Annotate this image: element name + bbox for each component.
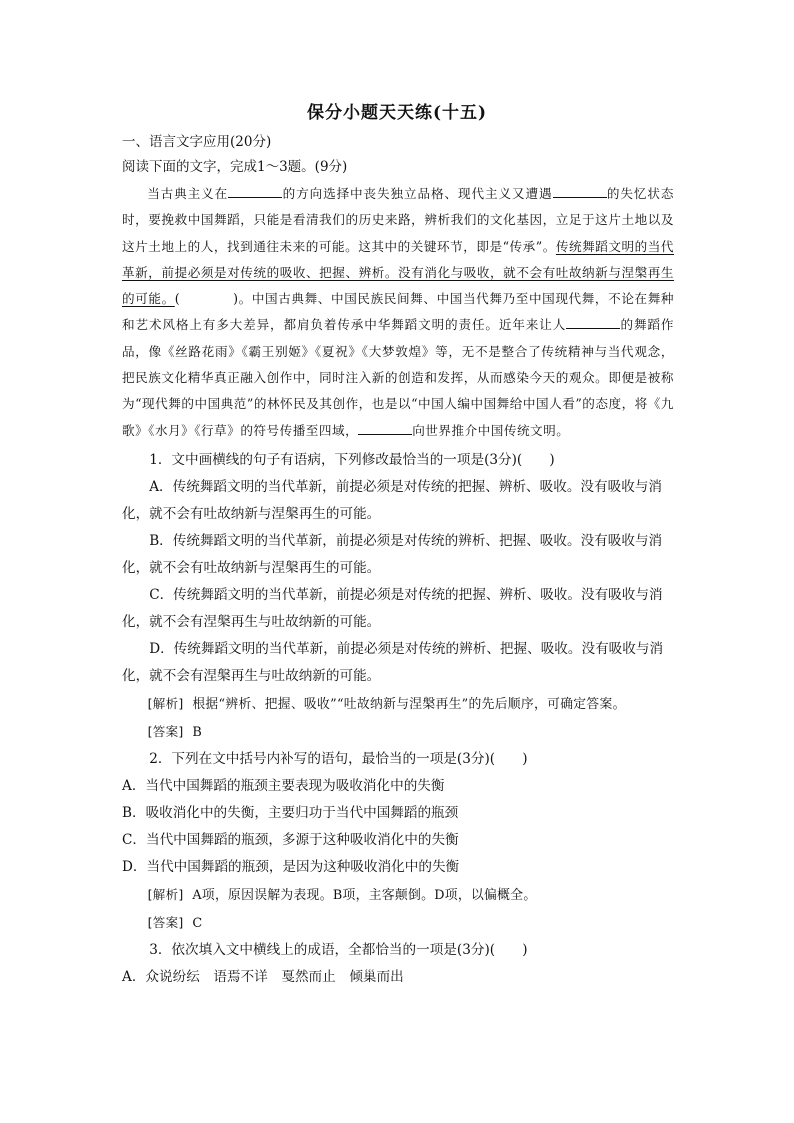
- analysis-text: A项，原因误解为表现。B项，主客颠倒。D项，以偏概全。: [192, 887, 537, 903]
- analysis-label: [解析]: [147, 886, 184, 902]
- fill-blank-2: [553, 185, 607, 198]
- document-body: [122, 130, 674, 991]
- analysis-label: [解析]: [147, 695, 184, 711]
- analysis-text: 根据“辨析、把握、吸收”“吐故纳新与涅槃再生”的先后顺序，可确定答案。: [192, 696, 626, 712]
- option-c: C．当代中国舞蹈的瓶颈，多源于这种吸收消化中的失衡: [122, 831, 459, 848]
- passage-text: 当古典主义在: [147, 186, 229, 201]
- answer: [122, 718, 674, 746]
- fill-blank-1: [228, 185, 282, 198]
- option-c: C．传统舞蹈文明的当代革新，前提必须是对传统的把握、辨析、吸收。没有吸收与消: [149, 586, 663, 603]
- option-a: A．当代中国舞蹈的瓶颈主要表现为吸收消化中的失衡: [122, 777, 445, 794]
- fill-blank-4: [358, 422, 412, 435]
- answer-label: [答案]: [147, 914, 184, 930]
- page-title: 保分小题天天练(十五): [306, 103, 488, 123]
- passage-text: 的失忆状态时，要挽救中国舞蹈，只能是看清我们的历史来路，辨析我们的文化基因，立足于这片土地以及这片土地上的人，找到通往未来的可能。这其中的关键环节，即是“传承”。: [122, 186, 675, 254]
- answer: [122, 909, 674, 937]
- option-d: D．传统舞蹈文明的当代革新，前提必须是对传统的辨析、把握、吸收。没有吸收与消: [149, 640, 664, 657]
- section-heading: 一、语言文字应用(20分): [122, 134, 272, 150]
- analysis: [122, 690, 674, 718]
- question-2: [122, 746, 674, 937]
- option-c-cont: 化，就不会有涅槃再生与吐故纳新的可能。: [122, 613, 381, 630]
- analysis: [122, 881, 674, 909]
- option-a-cont: 化，就不会有吐故纳新与涅槃再生的可能。: [122, 505, 381, 522]
- passage-text: 向世界推介中国传统文明。: [412, 422, 570, 438]
- passage-text: ( )。中国古典舞、中国民族民间舞、中国当代舞乃至中国现代舞，不论在舞种和艺术风格上有多大差异，都肩负着传承中华舞蹈文明的责任。近年来让人: [122, 291, 675, 333]
- option-b: B．吸收消化中的失衡，主要归功于当代中国舞蹈的瓶颈: [122, 804, 459, 821]
- option-d: D．当代中国舞蹈的瓶颈，是因为这种吸收消化中的失衡: [122, 858, 460, 875]
- passage-text: 的舞蹈作品，像《丝路花雨》《霸王别姬》《夏祝》《大梦敦煌》等，无不是整合了传统精神与当代观念，把民族文化精华真正融入创作中，同时注入新的创造和发挥，从而感染今天的观众。即便是被称为“现代舞的中国典范”的林怀民及其创作，也是以“中国人编中国舞给中国人看”的态度，将《九歌》《水月》《行草》的符号传播至四域，: [122, 317, 675, 438]
- option-b: B．传统舞蹈文明的当代革新，前提必须是对传统的辨析、把握、吸收。没有吸收与消: [149, 532, 663, 549]
- underlined-sentence: 传统舞蹈文明的当代革新，前提必须是对传统的吸收、把握、辨析。没有消化与吸收，就不会有吐故纳新与涅槃再生的可能。: [122, 238, 674, 307]
- question-stem: 1．文中画横线的句子有语病，下列修改最恰当的一项是(3分)( ): [149, 451, 555, 468]
- question-3: [122, 937, 674, 991]
- question-stem: 2．下列在文中括号内补写的语句，最恰当的一项是(3分)( ): [149, 750, 528, 767]
- option-a: A．传统舞蹈文明的当代革新，前提必须是对传统的把握、辨析、吸收。没有吸收与消: [149, 478, 662, 495]
- answer-text: B: [192, 724, 203, 740]
- question-1: [122, 447, 674, 746]
- answer-label: [答案]: [147, 723, 184, 739]
- answer-text: C: [192, 915, 203, 931]
- passage-text: 的方向选择中丧失独立品格、现代主义又遭遇: [282, 186, 553, 201]
- reading-passage: [122, 181, 674, 444]
- option-a: A．众说纷纭 语焉不详 戛然而止 倾巢而出: [122, 968, 404, 985]
- reading-instruction: 阅读下面的文字，完成1～3题。(9分): [122, 159, 348, 175]
- fill-blank-3: [566, 316, 620, 329]
- option-d-cont: 化，就不会有涅槃再生与吐故纳新的可能。: [122, 667, 381, 684]
- question-stem: 3．依次填入文中横线上的成语，全都恰当的一项是(3分)( ): [149, 941, 528, 958]
- option-b-cont: 化，就不会有吐故纳新与涅槃再生的可能。: [122, 559, 381, 576]
